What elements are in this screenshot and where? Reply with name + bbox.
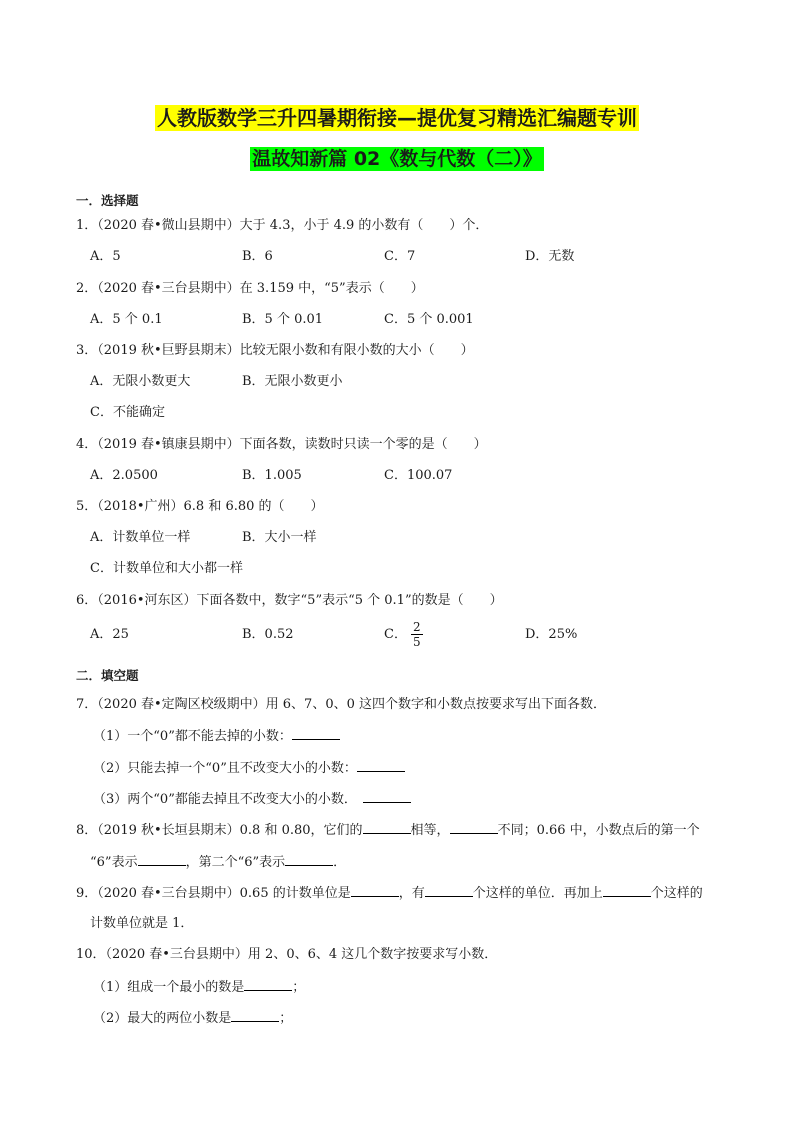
- question-3: 3．（2019 秋•巨野县期末）比较无限小数和有限小数的大小（ ）: [76, 343, 474, 358]
- question-5: 5．（2018•广州）6.8 和 6.80 的（ ）: [76, 499, 324, 514]
- q6-option-d: D．25%: [525, 627, 578, 642]
- answer-blank[interactable]: [603, 884, 651, 897]
- section-choice: 一．选择题: [76, 193, 139, 208]
- q6-option-b: B．0.52: [242, 627, 294, 642]
- q3-option-b: B．无限小数更小: [242, 374, 343, 389]
- question-9-cont: 计数单位就是 1．: [90, 916, 194, 931]
- q1-option-c: C．7: [384, 249, 416, 264]
- q6-option-c: C． $\frac{2}{5}$: [384, 620, 421, 649]
- q6-option-a: A．25: [90, 627, 129, 642]
- q4-option-c: C．100.07: [384, 468, 453, 483]
- q10-sub-1: （1）组成一个最小的数是 ；: [93, 980, 306, 995]
- question-6: 6．（2016•河东区）下面各数中，数字“5”表示“5 个 0.1”的数是（ ）: [76, 593, 503, 608]
- answer-blank[interactable]: [425, 884, 473, 897]
- q5-option-a: A．计数单位一样: [90, 530, 191, 545]
- q2-option-a: A．5 个 0.1: [90, 312, 163, 327]
- q2-option-c: C．5 个 0.001: [384, 312, 474, 327]
- answer-blank[interactable]: [292, 727, 340, 740]
- section-fill-blank: 二．填空题: [76, 668, 139, 683]
- question-7: 7．（2020 春•定陶区校级期中）用 6、7、0、0 这四个数字和小数点按要求写出下面各数．: [76, 697, 607, 712]
- answer-blank[interactable]: [363, 821, 411, 834]
- question-8-cont: “6”表示 ，第二个“6”表示 ．: [90, 855, 347, 870]
- fraction: $\frac{2}{5}$: [412, 620, 421, 649]
- q7-sub-2: （2）只能去掉一个“0”且不改变大小的小数：: [93, 759, 405, 778]
- answer-blank[interactable]: [138, 853, 186, 866]
- q1-option-d: D．无数: [525, 249, 575, 264]
- title-line-2: 温故知新篇 02《数与代数（二）》: [252, 148, 542, 170]
- q2-option-b: B．5 个 0.01: [242, 312, 324, 327]
- answer-blank[interactable]: [450, 821, 498, 834]
- answer-blank[interactable]: [363, 790, 411, 803]
- question-1: 1．（2020 春•微山县期中）大于 4.3，小于 4.9 的小数有（ ）个．: [76, 218, 489, 233]
- q1-option-b: B．6: [242, 249, 273, 264]
- answer-blank[interactable]: [351, 884, 399, 897]
- title-line-1: 人教版数学三升四暑期衔接—提优复习精选汇编题专训: [157, 106, 637, 130]
- answer-blank[interactable]: [244, 978, 292, 991]
- q3-option-c: C．不能确定: [90, 405, 165, 420]
- q3-option-a: A．无限小数更大: [90, 374, 191, 389]
- question-9: 9．（2020 春•三台县期中）0.65 的计数单位是 ，有 个这样的单位．再加上 个这样的: [76, 886, 703, 901]
- answer-blank[interactable]: [357, 759, 405, 772]
- q1-option-a: A．5: [90, 249, 121, 264]
- question-8: 8．（2019 秋•长垣县期末）0.8 和 0.80，它们的 相等， 不同；0.66 中，小数点后的第一个: [76, 823, 700, 838]
- question-4: 4．（2019 春•镇康县期中）下面各数，读数时只读一个零的是（ ）: [76, 437, 487, 452]
- q4-option-b: B．1.005: [242, 468, 302, 483]
- question-2: 2．（2020 春•三台县期中）在 3.159 中，“5”表示（ ）: [76, 281, 424, 296]
- q10-sub-2: （2）最大的两位小数是 ；: [93, 1011, 293, 1026]
- answer-blank[interactable]: [285, 853, 333, 866]
- q7-sub-3: （3）两个“0”都能去掉且不改变大小的小数．: [93, 790, 411, 809]
- q5-option-c: C．计数单位和大小都一样: [90, 561, 243, 576]
- question-10: 10．（2020 春•三台县期中）用 2、0、6、4 这几个数字按要求写小数．: [76, 947, 498, 962]
- q7-sub-1: （1）一个“0”都不能去掉的小数：: [93, 727, 340, 746]
- answer-blank[interactable]: [231, 1009, 279, 1022]
- q4-option-a: A．2.0500: [90, 468, 158, 483]
- q5-option-b: B．大小一样: [242, 530, 317, 545]
